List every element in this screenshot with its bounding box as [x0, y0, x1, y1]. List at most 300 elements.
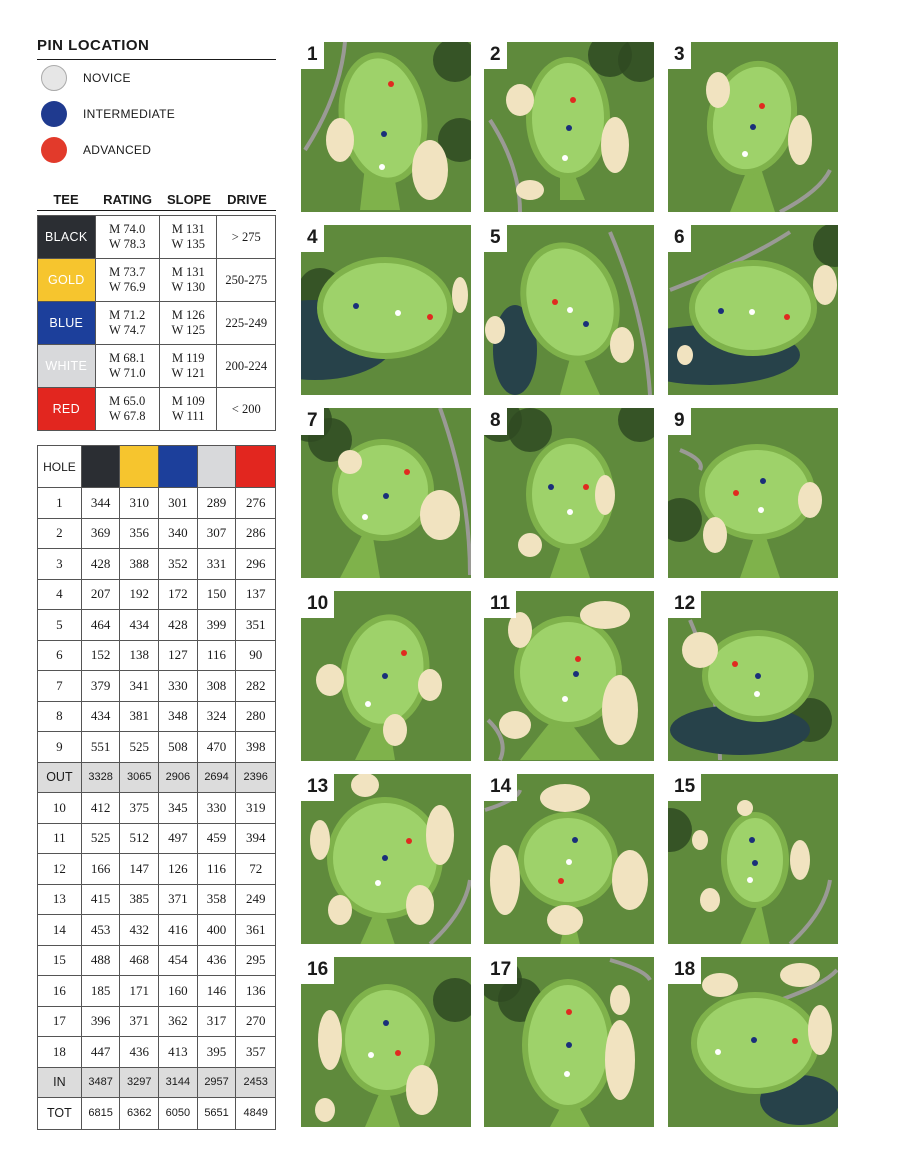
header-drive: DRIVE — [227, 191, 267, 207]
yardage-cell: 147 — [120, 854, 159, 884]
yardage-cell: 146 — [198, 976, 237, 1006]
yardage-cell: 525 — [82, 824, 121, 854]
bunker — [780, 963, 820, 987]
yardage-cell: 341 — [120, 671, 159, 701]
bunker — [310, 820, 330, 860]
hole-number-label: 12 — [668, 591, 701, 618]
yardage-cell: 307 — [198, 519, 237, 549]
green — [695, 266, 811, 350]
intermediate-pin-icon — [41, 101, 67, 127]
bunker — [406, 885, 434, 925]
hole-map-graphic — [484, 42, 654, 212]
yardage-cell: 319 — [245, 799, 266, 815]
hole-label-cell: 14 — [38, 915, 82, 945]
drive-cell: < 200 — [231, 401, 261, 416]
yardage-cell: 6362 — [120, 1098, 159, 1129]
yardage-cell: 436 — [198, 946, 237, 976]
tee-name-cell: WHITE — [38, 345, 96, 387]
bunker — [518, 533, 542, 557]
hole-label-cell: 12 — [38, 854, 82, 884]
novice-pin — [567, 307, 573, 313]
slope-women: W 125 — [171, 323, 205, 337]
hole-label-cell: TOT — [38, 1098, 82, 1129]
novice-pin — [562, 155, 568, 161]
intermediate-pin — [751, 1037, 757, 1043]
hole-map-16 — [301, 957, 471, 1127]
tree-cluster — [508, 408, 552, 452]
hole-number-label: 13 — [301, 774, 334, 801]
hole-map-14 — [484, 774, 654, 944]
hole-map-15 — [668, 774, 838, 944]
hole-map-8 — [484, 408, 654, 578]
hole-label-cell: 6 — [38, 641, 82, 671]
rating-men: M 73.7 — [109, 265, 146, 279]
yardage-cell: 310 — [120, 488, 159, 518]
bunker — [499, 711, 531, 739]
yardage-cell: 2957 — [198, 1068, 237, 1098]
yardage-cell: 413 — [159, 1037, 198, 1067]
advanced-pin — [575, 656, 581, 662]
yardage-cell: 185 — [82, 976, 121, 1006]
rating-men: M 71.2 — [109, 308, 146, 322]
rating-cell — [96, 388, 160, 430]
hole-number-label: 8 — [484, 408, 507, 435]
yardage-cell: 4849 — [243, 1107, 268, 1120]
intermediate-pin — [572, 837, 578, 843]
yardage-cell: 436 — [120, 1037, 159, 1067]
novice-pin — [566, 859, 572, 865]
bunker — [702, 973, 738, 997]
yardage-cell: 330 — [198, 793, 237, 823]
intermediate-pin — [383, 1020, 389, 1026]
yardage-cell: 249 — [245, 891, 266, 907]
intermediate-pin — [750, 124, 756, 130]
hole-number-label: 18 — [668, 957, 701, 984]
yardage-cell: 432 — [120, 915, 159, 945]
yardage-cell: 453 — [82, 915, 121, 945]
bunker — [798, 482, 822, 518]
novice-pin — [747, 877, 753, 883]
yardage-cell: 152 — [82, 641, 121, 671]
advanced-pin — [784, 314, 790, 320]
bunker — [580, 601, 630, 629]
bunker — [610, 985, 630, 1015]
bunker — [351, 774, 379, 797]
yardage-cell: 138 — [120, 641, 159, 671]
bunker — [790, 840, 810, 880]
yardage-cell: 72 — [249, 860, 263, 876]
yardage-cell: 459 — [198, 824, 237, 854]
hole-row — [38, 946, 275, 977]
hole-number-label: 2 — [484, 42, 507, 69]
rating-cell — [96, 302, 160, 344]
hole-label-cell: IN — [38, 1068, 82, 1098]
hole-number-label: 3 — [668, 42, 691, 69]
yardage-cell: 3297 — [120, 1068, 159, 1098]
yardage-cell: 2906 — [159, 763, 198, 793]
novice-pin — [368, 1052, 374, 1058]
intermediate-pin — [718, 308, 724, 314]
advanced-pin — [759, 103, 765, 109]
yardage-cell: 508 — [159, 732, 198, 762]
yardage-cell: 415 — [82, 885, 121, 915]
hole-number-label: 7 — [301, 408, 324, 435]
bunker — [485, 316, 505, 344]
slope-women: W 130 — [171, 280, 205, 294]
yardage-cell: 3065 — [120, 763, 159, 793]
green — [520, 622, 616, 722]
hole-row — [38, 1037, 275, 1068]
hole-row — [38, 702, 275, 733]
yardage-cell: 171 — [120, 976, 159, 1006]
bunker — [418, 669, 442, 701]
yardage-cell: 192 — [120, 580, 159, 610]
tee-row-white — [38, 345, 275, 388]
rating-women: W 78.3 — [108, 237, 146, 251]
tee-table-header — [37, 188, 276, 211]
drive-cell: 225-249 — [225, 315, 268, 330]
advanced-pin-icon — [41, 137, 67, 163]
advanced-pin — [558, 878, 564, 884]
tee-name-cell: GOLD — [38, 259, 96, 301]
yardage-cell: 340 — [159, 519, 198, 549]
hole-map-12 — [668, 591, 838, 761]
yardage-cell: 394 — [245, 830, 266, 846]
yardage-cell: 324 — [198, 702, 237, 732]
hole-row — [38, 671, 275, 702]
rating-women: W 71.0 — [108, 366, 146, 380]
green — [323, 263, 447, 353]
novice-pin — [365, 701, 371, 707]
total-row — [38, 1098, 275, 1129]
hole-row — [38, 488, 275, 519]
yardage-cell: 356 — [120, 519, 159, 549]
tee-rows — [37, 215, 276, 431]
advanced-pin — [566, 1009, 572, 1015]
drive-cell: > 275 — [231, 229, 261, 244]
yardage-cell: 330 — [159, 671, 198, 701]
green — [532, 63, 604, 173]
yardage-cell: 2396 — [243, 771, 268, 784]
bunker — [547, 905, 583, 935]
advanced-pin — [552, 299, 558, 305]
intermediate-pin — [752, 860, 758, 866]
yardage-cell: 3487 — [82, 1068, 121, 1098]
yardage-cell: 90 — [249, 647, 263, 663]
novice-pin — [362, 514, 368, 520]
tee-ratings-table — [37, 188, 276, 431]
advanced-pin — [395, 1050, 401, 1056]
hole-map-7 — [301, 408, 471, 578]
novice-pin-icon — [41, 65, 67, 91]
intermediate-pin — [382, 855, 388, 861]
tee-row-blue — [38, 302, 275, 345]
tee-name-cell: RED — [38, 388, 96, 430]
bunker — [703, 517, 727, 553]
yardage-cell: 381 — [120, 702, 159, 732]
bunker — [808, 1005, 832, 1055]
hole-map-graphic — [484, 225, 654, 395]
tee-color-swatch — [159, 446, 198, 487]
hole-number-label: 15 — [668, 774, 701, 801]
hole-label-cell: 4 — [38, 580, 82, 610]
bunker — [426, 805, 454, 865]
yardage-cell: 447 — [82, 1037, 121, 1067]
advanced-pin — [792, 1038, 798, 1044]
slope-men: M 131 — [171, 222, 205, 236]
tee-color-swatch — [198, 446, 237, 487]
drive-cell: 200-224 — [225, 358, 268, 373]
hole-number-label: 4 — [301, 225, 324, 252]
hole-map-graphic — [301, 42, 471, 212]
yardage-cell: 3144 — [159, 1068, 198, 1098]
novice-pin — [758, 507, 764, 513]
yardage-cell: 379 — [82, 671, 121, 701]
yardage-cell: 2694 — [198, 763, 237, 793]
yardage-cell: 434 — [120, 610, 159, 640]
header-tee: TEE — [53, 191, 79, 207]
hole-label-cell: 3 — [38, 549, 82, 579]
tee-name-cell: BLUE — [38, 302, 96, 344]
hole-map-2 — [484, 42, 654, 212]
yardage-cell: 348 — [159, 702, 198, 732]
yardage-cell: 400 — [198, 915, 237, 945]
yardage-cell: 488 — [82, 946, 121, 976]
legend-item-advanced — [37, 132, 276, 168]
yardage-cell: 388 — [120, 549, 159, 579]
yardage-cell: 428 — [82, 549, 121, 579]
hole-map-17 — [484, 957, 654, 1127]
hole-number-label: 11 — [484, 591, 516, 618]
intermediate-pin — [383, 493, 389, 499]
yardage-cell: 358 — [198, 885, 237, 915]
header-rating: RATING — [103, 191, 152, 207]
novice-pin — [375, 880, 381, 886]
yardage-cell: 160 — [159, 976, 198, 1006]
hole-label-cell: 9 — [38, 732, 82, 762]
advanced-pin — [427, 314, 433, 320]
bunker — [452, 277, 468, 313]
novice-pin — [395, 310, 401, 316]
tee-color-swatch — [82, 446, 121, 487]
yardage-cell: 331 — [198, 549, 237, 579]
subtotal-row — [38, 763, 275, 794]
hole-map-graphic — [668, 225, 838, 395]
intermediate-pin — [760, 478, 766, 484]
bunker — [595, 475, 615, 515]
hole-number-label: 17 — [484, 957, 517, 984]
tee-color-swatch — [236, 446, 275, 487]
yardage-cell: 289 — [198, 488, 237, 518]
bunker — [692, 830, 708, 850]
yardage-cell: 282 — [245, 677, 266, 693]
subtotal-row — [38, 1068, 275, 1099]
hole-map-11 — [484, 591, 654, 761]
advanced-pin — [733, 490, 739, 496]
yardage-cell: 126 — [159, 854, 198, 884]
advanced-pin — [732, 661, 738, 667]
hole-row — [38, 854, 275, 885]
bunker — [605, 1020, 635, 1100]
yardage-cell: 398 — [245, 738, 266, 754]
hole-map-graphic — [301, 408, 471, 578]
yardage-cell: 357 — [245, 1043, 266, 1059]
yardage-cell: 551 — [82, 732, 121, 762]
slope-men: M 131 — [171, 265, 205, 279]
yardage-cell: 6815 — [82, 1098, 121, 1129]
yardage-cell: 412 — [82, 793, 121, 823]
yardage-cell: 351 — [245, 616, 266, 632]
hole-row — [38, 976, 275, 1007]
yardage-cell: 344 — [82, 488, 121, 518]
hole-label-cell: 5 — [38, 610, 82, 640]
yardage-cell: 150 — [198, 580, 237, 610]
yardage-cell: 5651 — [198, 1098, 237, 1129]
hole-label-cell: 8 — [38, 702, 82, 732]
yardage-cell: 352 — [159, 549, 198, 579]
novice-pin — [567, 509, 573, 515]
novice-pin — [379, 164, 385, 170]
header-slope: SLOPE — [166, 191, 212, 207]
novice-pin — [562, 696, 568, 702]
bunker — [328, 895, 352, 925]
hole-map-graphic — [301, 225, 471, 395]
yardage-cell: 497 — [159, 824, 198, 854]
intermediate-pin — [566, 125, 572, 131]
bunker — [677, 345, 693, 365]
novice-pin — [742, 151, 748, 157]
intermediate-pin — [566, 1042, 572, 1048]
yardage-cell: 385 — [120, 885, 159, 915]
yardage-cell: 6050 — [159, 1098, 198, 1129]
novice-pin — [564, 1071, 570, 1077]
advanced-pin — [388, 81, 394, 87]
rating-men: M 65.0 — [109, 394, 146, 408]
yardage-cell: 301 — [159, 488, 198, 518]
legend-item-intermediate — [37, 96, 276, 132]
intermediate-pin — [749, 837, 755, 843]
intermediate-pin — [381, 131, 387, 137]
hole-map-1 — [301, 42, 471, 212]
hole-number-label: 10 — [301, 591, 334, 618]
yardage-cell: 454 — [159, 946, 198, 976]
bunker — [813, 265, 837, 305]
yardage-cell: 276 — [245, 494, 266, 510]
bunker — [315, 1098, 335, 1122]
hole-number-label: 14 — [484, 774, 517, 801]
hole-label-cell: 13 — [38, 885, 82, 915]
hole-map-10 — [301, 591, 471, 761]
hole-label-cell: 7 — [38, 671, 82, 701]
slope-women: W 121 — [171, 366, 205, 380]
hole-label-cell: 15 — [38, 946, 82, 976]
hole-map-6 — [668, 225, 838, 395]
bunker — [316, 664, 344, 696]
hole-number-label: 5 — [484, 225, 507, 252]
hole-row — [38, 549, 275, 580]
yardage-cell: 399 — [198, 610, 237, 640]
bunker — [737, 800, 753, 816]
bunker — [540, 784, 590, 812]
yardage-cell: 172 — [159, 580, 198, 610]
intermediate-pin — [755, 673, 761, 679]
bunker — [420, 490, 460, 540]
intermediate-pin — [583, 321, 589, 327]
hole-map-3 — [668, 42, 838, 212]
tee-color-swatch — [120, 446, 159, 487]
advanced-pin — [404, 469, 410, 475]
rating-men: M 74.0 — [109, 222, 146, 236]
yardage-cell: 207 — [82, 580, 121, 610]
yardage-cell: 116 — [198, 641, 237, 671]
bunker — [506, 84, 534, 116]
hole-map-9 — [668, 408, 838, 578]
bunker — [612, 850, 648, 910]
hole-number-label: 9 — [668, 408, 691, 435]
hole-row — [38, 519, 275, 550]
bunker — [326, 118, 354, 162]
yardage-cell: 371 — [120, 1007, 159, 1037]
yardage-cell: 428 — [159, 610, 198, 640]
yardage-cell: 395 — [198, 1037, 237, 1067]
bunker — [700, 888, 720, 912]
yardage-cell: 317 — [198, 1007, 237, 1037]
bunker — [406, 1065, 438, 1115]
yardage-cell: 362 — [159, 1007, 198, 1037]
tee-row-gold — [38, 259, 275, 302]
tee-name-cell: BLACK — [38, 216, 96, 258]
yardage-cell: 137 — [245, 586, 266, 602]
legend-label: INTERMEDIATE — [83, 107, 176, 121]
rating-cell — [96, 259, 160, 301]
slope-men: M 109 — [171, 394, 205, 408]
slope-men: M 119 — [171, 351, 205, 365]
hole-row — [38, 885, 275, 916]
hole-label-cell: OUT — [38, 763, 82, 793]
tee-row-black — [38, 216, 275, 259]
slope-cell — [160, 302, 218, 344]
advanced-pin — [406, 838, 412, 844]
hole-label-cell: 1 — [38, 488, 82, 518]
hole-row — [38, 580, 275, 611]
yardage-cell: 3328 — [82, 763, 121, 793]
yardage-cell: 375 — [120, 793, 159, 823]
yardage-cell: 286 — [245, 525, 266, 541]
hole-map-5 — [484, 225, 654, 395]
hole-label-cell: 11 — [38, 824, 82, 854]
yardage-cell: 464 — [82, 610, 121, 640]
yardage-cell: 345 — [159, 793, 198, 823]
rating-women: W 74.7 — [108, 323, 146, 337]
hole-row — [38, 641, 275, 672]
bunker — [706, 72, 730, 108]
yardage-cell: 371 — [159, 885, 198, 915]
yardage-cell: 166 — [82, 854, 121, 884]
bunker — [412, 140, 448, 200]
hole-number-label: 1 — [301, 42, 324, 69]
yardage-cell: 369 — [82, 519, 121, 549]
intermediate-pin — [353, 303, 359, 309]
yardage-cell: 127 — [159, 641, 198, 671]
yardage-cell: 416 — [159, 915, 198, 945]
yardage-cell: 136 — [245, 982, 266, 998]
yardage-cell: 2453 — [243, 1076, 268, 1089]
slope-cell — [160, 259, 218, 301]
rating-women: W 67.8 — [108, 409, 146, 423]
hole-row — [38, 915, 275, 946]
rating-cell — [96, 216, 160, 258]
intermediate-pin — [382, 673, 388, 679]
